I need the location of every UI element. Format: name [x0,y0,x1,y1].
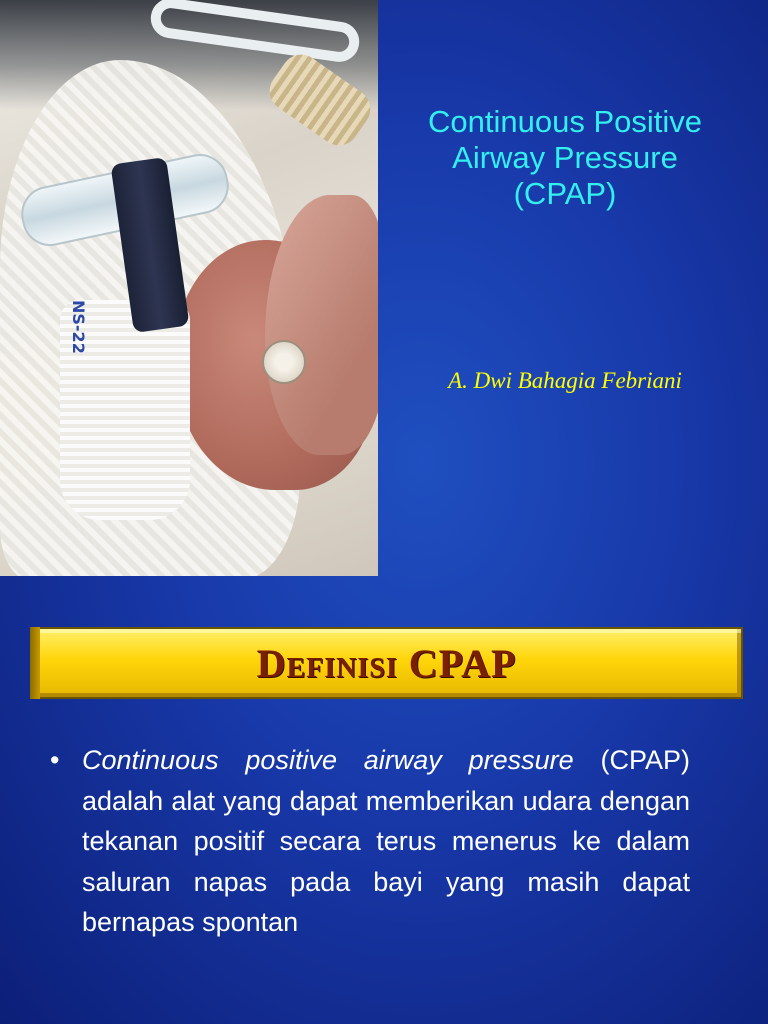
bullet-dot-icon: • [50,745,60,775]
slide-title [380,104,750,212]
title-line-2: Airway Pressure [452,140,678,175]
title-line-1: Continuous Positive [428,104,702,139]
cpap-infant-photo [0,0,378,576]
bullet-lead-italic: Continuous positive airway pressure [82,745,574,775]
section-heading: Definisi CPAP [256,640,517,686]
monitor-sensor [262,340,306,384]
bullet-text [82,740,690,943]
heading-banner [30,627,743,699]
hat-label: NS-22 [69,300,88,354]
bullet-rest: (CPAP) adalah alat yang dapat memberikan udara dengan tekanan positif secara terus menerus ke dalam saluran napas pada bayi yang masih dapat bernapas spontan [82,745,690,937]
bullet-item [50,740,690,943]
author-name: A. Dwi Bahagia Febriani [448,368,682,393]
title-line-3: (CPAP) [513,176,617,211]
caregiver-hand [265,195,378,455]
